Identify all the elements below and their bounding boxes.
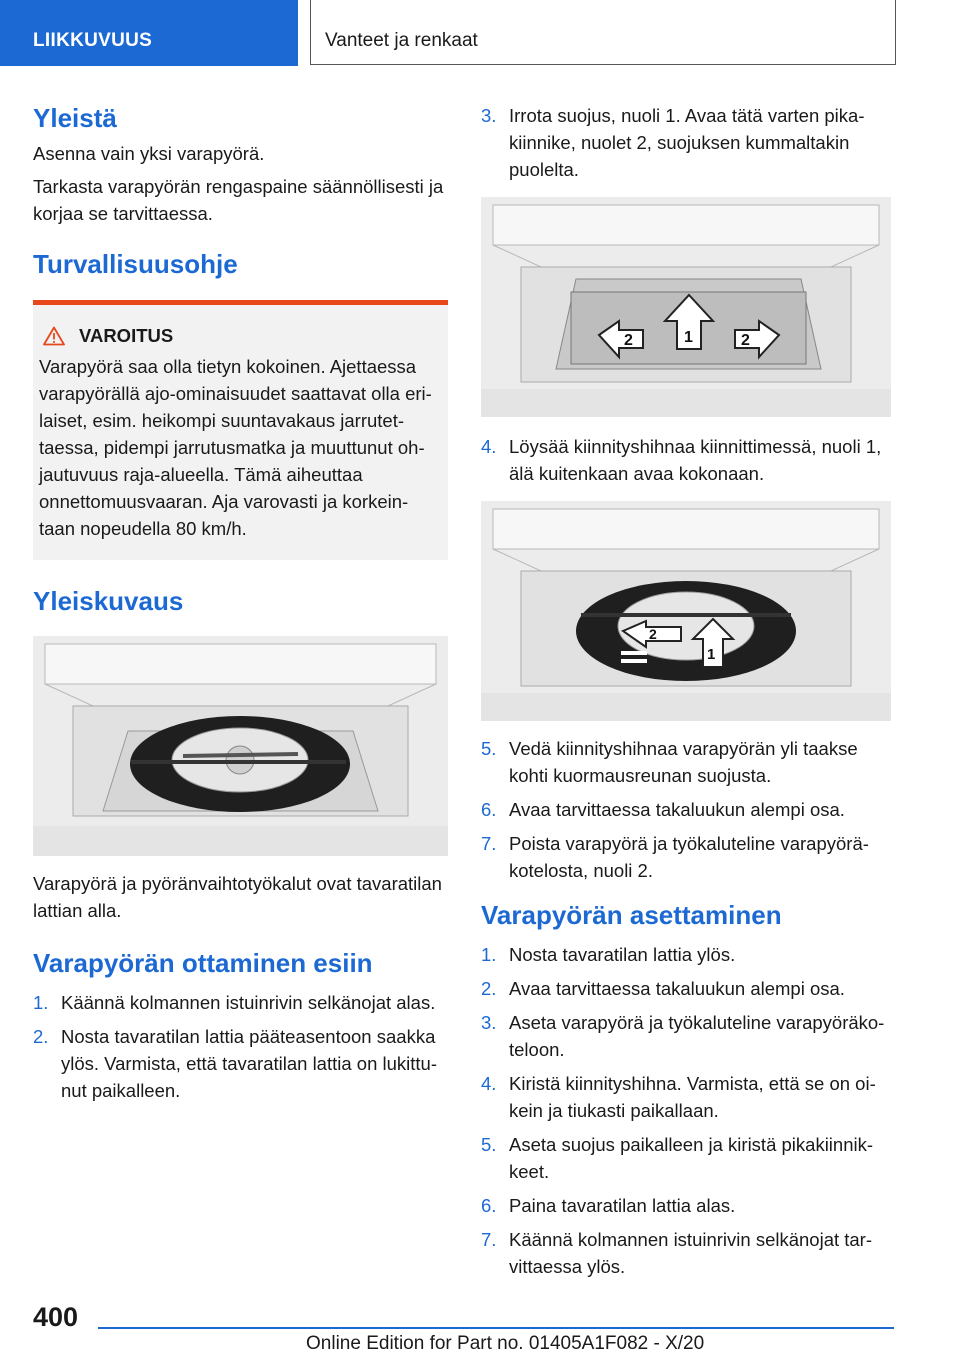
list-item: [481, 1131, 893, 1185]
step-number: 6.: [481, 1195, 497, 1217]
figure-strap-release: [481, 501, 891, 721]
list-item: [481, 433, 893, 487]
remove-steps-final: [481, 735, 893, 884]
right-column: [481, 100, 893, 1287]
step-number: 3.: [481, 105, 497, 126]
list-item: [481, 1226, 893, 1280]
step-text: Nosta tavaratilan lattia ylös.: [509, 944, 736, 966]
install-steps-list: [481, 941, 893, 1280]
list-item: [33, 1023, 448, 1104]
page-number: 400: [33, 1302, 79, 1332]
arrow-label: 2: [741, 332, 750, 349]
figure-spare-wheel-overview: [33, 636, 448, 856]
list-item: [481, 1192, 893, 1219]
list-item: [481, 975, 893, 1002]
remove-steps-list: [33, 989, 448, 1104]
heading-overview: Yleiskuvaus: [33, 586, 184, 617]
paragraph-spare-wheel: Asenna vain yksi varapyörä.: [33, 143, 265, 165]
step-number: 1.: [481, 944, 497, 966]
heading-install: Varapyörän asettaminen: [481, 900, 782, 930]
step-text: Aseta varapyörä ja työkaluteline varapyöräko-teloon.: [509, 1012, 885, 1061]
warning-text: Varapyörä saa olla tietyn kokoinen. Ajettaessa varapyörällä ajo-ominaisuudet saattavat olla eri-laiset, esim. heikompi suuntavakaus jarrutet-taessa, pidempi jarrutusmatka ja muuttunut oh-jautuvuus raja-alueella. Tämä aiheuttaa onnettomuusvaaran. Aja varovasti ja korkein-taan nopeudella 80 km/h.: [39, 356, 432, 540]
step-number: 7.: [481, 833, 497, 854]
step-number: 6.: [481, 799, 497, 820]
arrow-label: 2: [624, 332, 633, 349]
arrow-label: 1: [707, 646, 716, 663]
step-number: 5.: [481, 738, 497, 759]
list-item: [33, 989, 448, 1016]
step-text: Kiristä kiinnityshihna. Varmista, että se on oi-kein ja tiukasti paikallaan.: [509, 1073, 876, 1122]
footer-divider: [98, 1327, 894, 1329]
list-item: [481, 941, 893, 968]
paragraph-tire-pressure: Tarkasta varapyörän rengaspaine säännöllisesti ja korjaa se tarvittaessa.: [33, 176, 444, 225]
step-text: Avaa tarvittaessa takaluukun alempi osa.: [509, 799, 845, 820]
list-item: [481, 735, 893, 789]
step-number: 5.: [481, 1134, 497, 1156]
trunk-illustration: [33, 636, 448, 856]
section-tab: [0, 0, 298, 66]
step-text: Nosta tavaratilan lattia pääteasentoon saakka ylös. Varmista, että tavaratilan lattia on lukittu-nut paikalleen.: [61, 1025, 437, 1101]
step-number: 1.: [33, 991, 49, 1013]
figure-caption: Varapyörä ja pyöränvaihtotyökalut ovat tavaratilan lattian alla.: [33, 872, 442, 921]
step-number: 7.: [481, 1229, 497, 1251]
step-text: Käännä kolmannen istuinrivin selkänojat tar-vittaessa ylös.: [509, 1229, 873, 1278]
step-number: 2.: [481, 978, 497, 1000]
step-number: 3.: [481, 1012, 497, 1034]
step-text: Löysää kiinnityshihnaa kiinnittimessä, nuoli 1, älä kuitenkaan avaa kokonaan.: [509, 436, 882, 484]
list-item: [481, 796, 893, 823]
strap-step-list: [481, 433, 893, 487]
step-text: Poista varapyörä ja työkaluteline varapyörä-kotelosta, nuoli 2.: [509, 833, 869, 881]
step-number: 4.: [481, 1073, 497, 1095]
strap-illustration: [481, 501, 891, 721]
list-item: [481, 1009, 893, 1063]
step-text: Irrota suojus, nuoli 1. Avaa tätä varten pika-kiinnike, nuolet 2, suojuksen kummaltakin puolelta.: [509, 105, 865, 180]
arrow-label: 2: [649, 626, 657, 642]
step-text: Käännä kolmannen istuinrivin selkänojat alas.: [61, 991, 436, 1013]
heading-safety: Turvallisuusohje: [33, 249, 238, 280]
warning-title: VAROITUS: [79, 325, 174, 347]
arrow-label: 1: [684, 329, 693, 346]
left-column: [33, 100, 448, 1111]
heading-remove: Varapyörän ottaminen esiin: [33, 947, 373, 978]
list-item: [481, 830, 893, 884]
page-header: [0, 0, 960, 66]
heading-general: Yleistä: [33, 103, 117, 133]
section-title: LIIKKUVUUS: [33, 30, 153, 51]
list-item: [481, 1070, 893, 1124]
step-text: Vedä kiinnityshihnaa varapyörän yli taakse kohti kuormausreunan suojusta.: [509, 738, 858, 786]
cover-illustration: [481, 197, 891, 417]
warning-box: [33, 300, 448, 560]
step-text: Avaa tarvittaessa takaluukun alempi osa.: [509, 978, 845, 1000]
step-text: Aseta suojus paikalleen ja kiristä pikakiinnik-keet.: [509, 1134, 874, 1183]
list-item: [481, 102, 893, 183]
warning-header: [39, 325, 440, 347]
topic-tab: [310, 0, 896, 65]
step-number: 2.: [33, 1025, 49, 1047]
remove-steps-continued: [481, 102, 893, 183]
edition-text: Online Edition for Part no. 01405A1F082 - X/20: [306, 1333, 705, 1354]
step-number: 4.: [481, 436, 497, 457]
step-text: Paina tavaratilan lattia alas.: [509, 1195, 736, 1217]
figure-cover-removal: [481, 197, 891, 417]
warning-icon: [43, 326, 65, 346]
topic-title: Vanteet ja renkaat: [325, 30, 478, 51]
